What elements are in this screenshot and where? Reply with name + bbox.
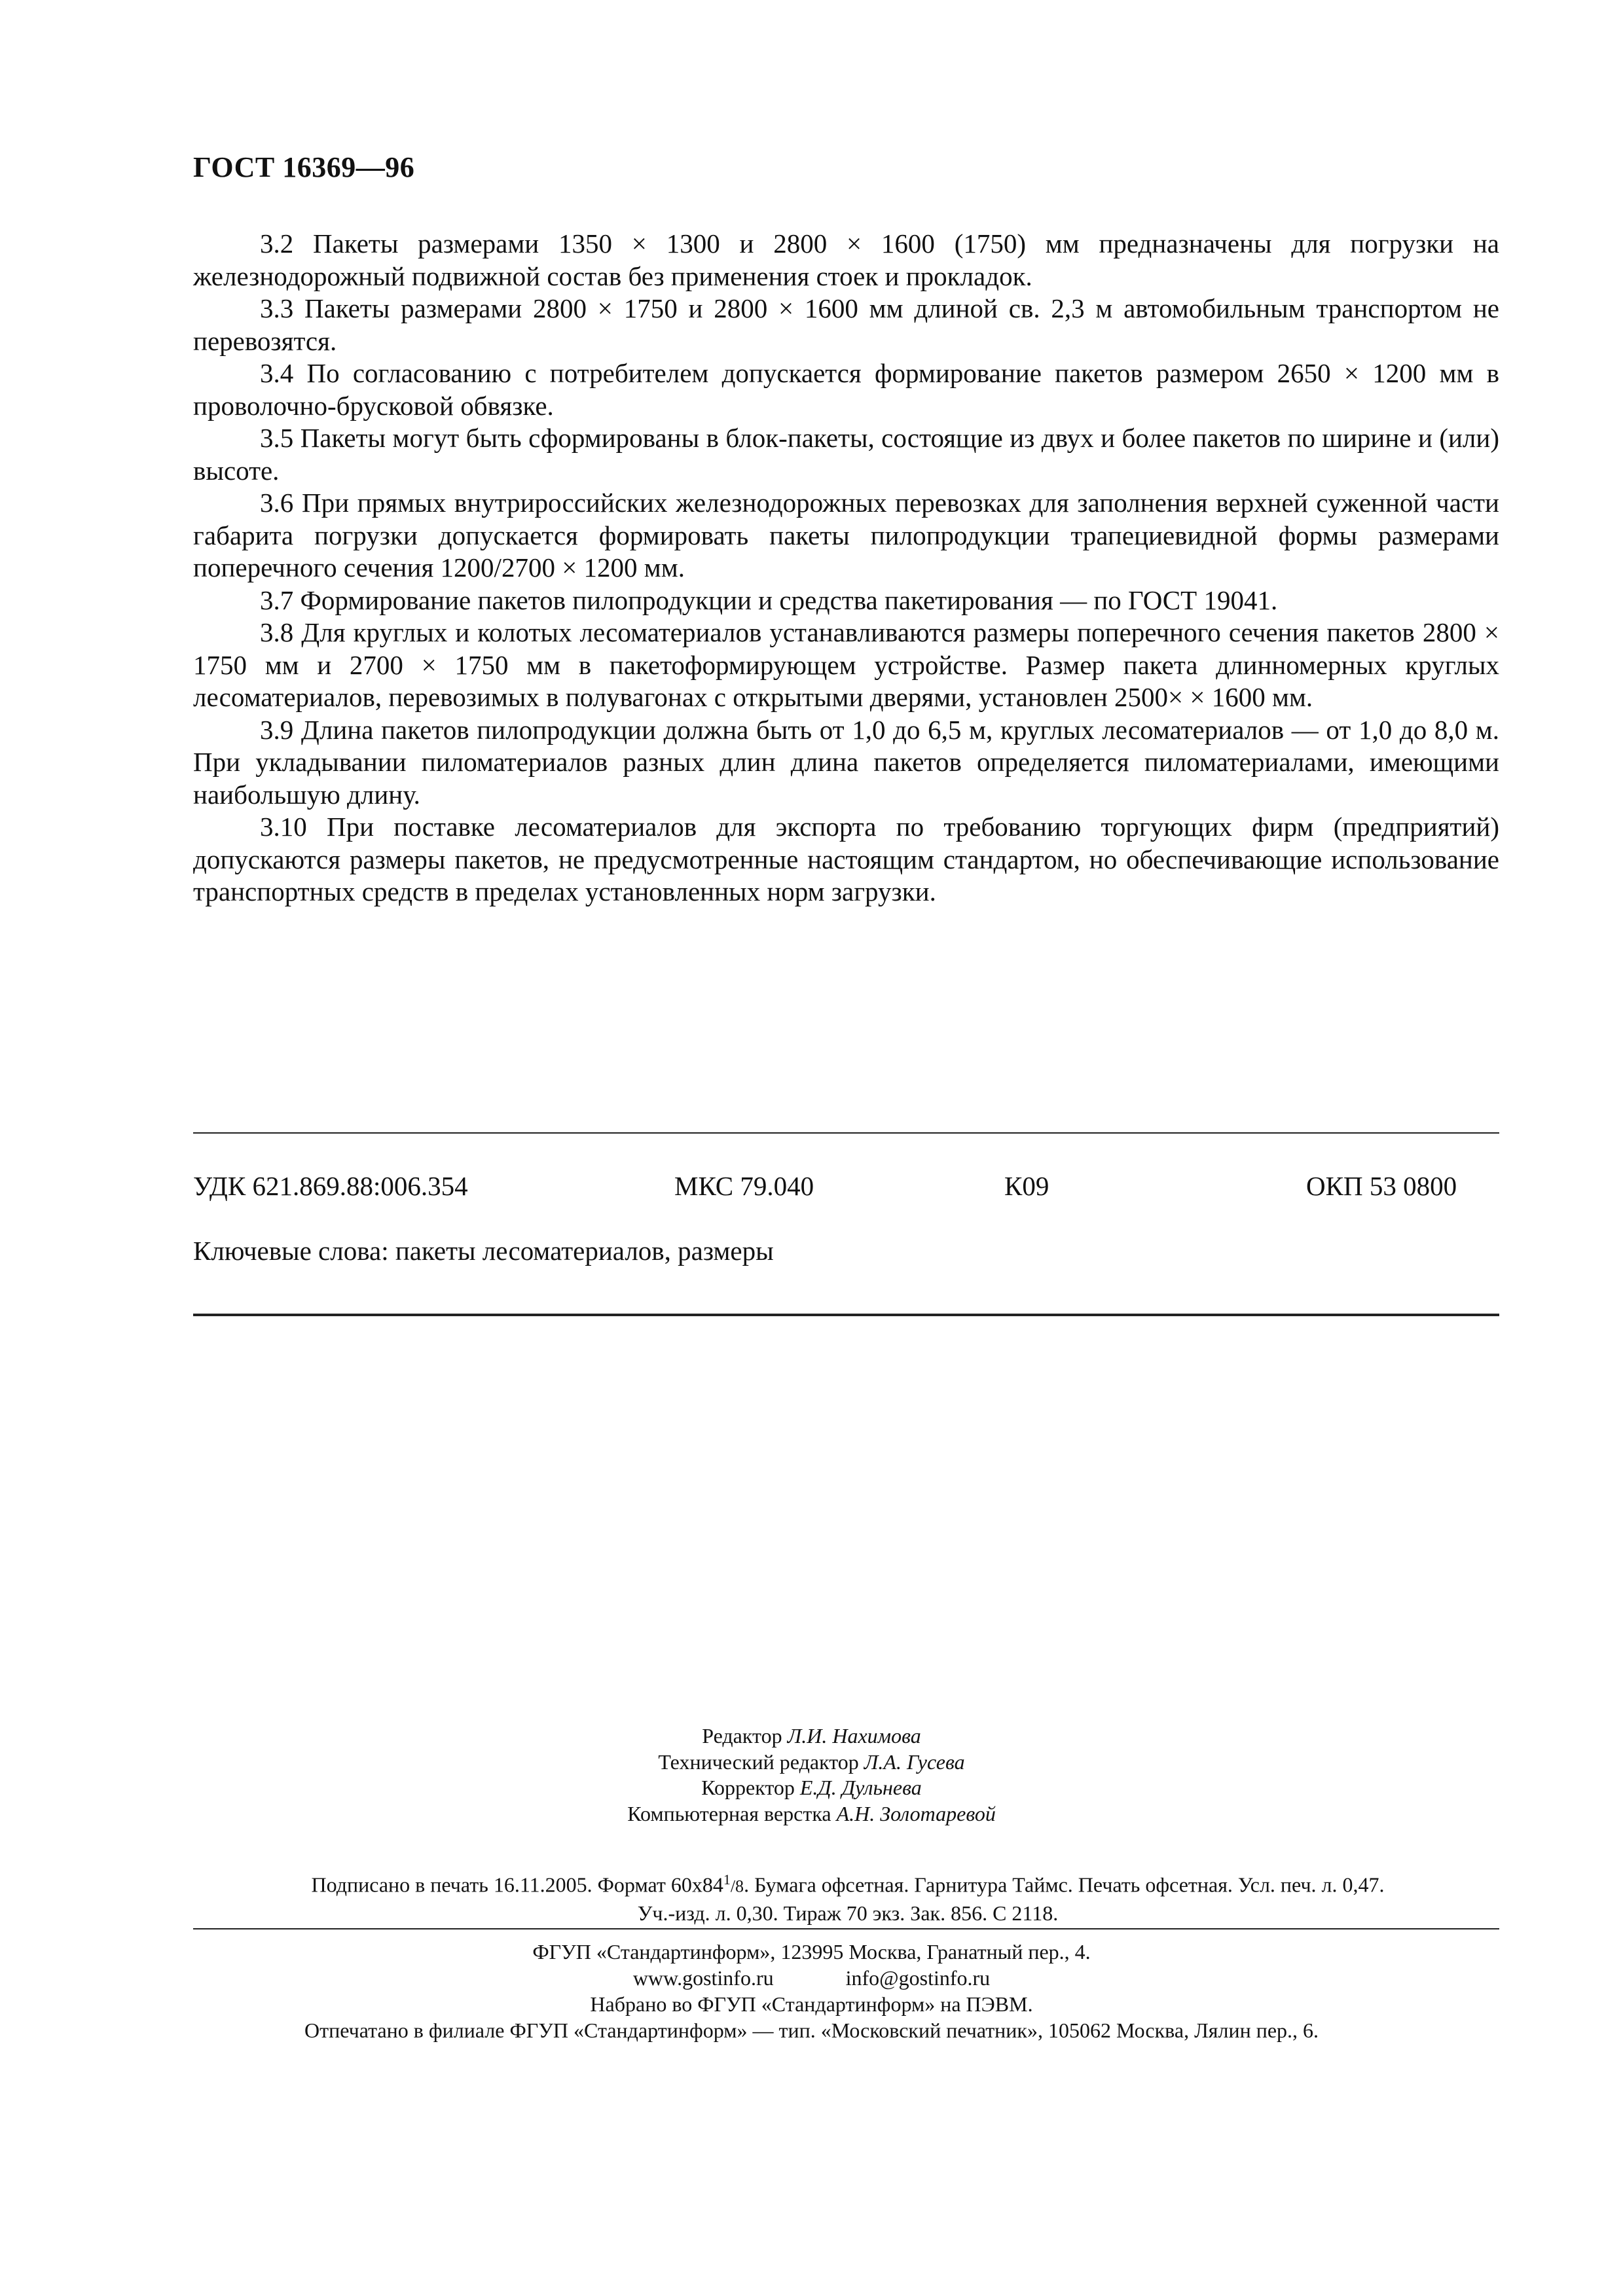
paragraph-3-6: 3.6 При прямых внутрироссийских железнодорожных перевозках для заполнения верхней суженной части габарита погрузки допускается формировать пакеты пилопродукции трапециевидной формы размерами поперечного сечения 1200/2700 × 1200 мм. — [193, 488, 1499, 583]
typeset-note: Набрано во ФГУП «Стандартинформ» на ПЭВМ. — [590, 1992, 1033, 2016]
paragraph-3-4: 3.4 По согласованию с потребителем допускается формирование пакетов размером 2650 × 1200 мм в проволочно-брусковой обвязке. — [193, 358, 1499, 421]
divider-top — [193, 1132, 1499, 1134]
paragraph-3-9: 3.9 Длина пакетов пилопродукции должна быть от 1,0 до 6,5 м, круглых лесоматериалов — от 1,0 до 8,0 м. При укладывании пиломатериалов разных длин длина пакетов определяется пиломатериалами, имеющими наибольшую длину. — [193, 714, 1499, 810]
paragraph-3-5: 3.5 Пакеты могут быть сформированы в блок-пакеты, состоящие из двух и более пакетов по ширине и (или) высоте. — [193, 423, 1499, 486]
print-details — [193, 1867, 1503, 1926]
paragraph-3-7: 3.7 Формирование пакетов пилопродукции и средства пакетирования — по ГОСТ 19041. — [260, 584, 1278, 615]
mks-code: МКС 79.040 — [674, 1171, 814, 1201]
category-code: К09 — [1004, 1171, 1049, 1201]
paragraph-3-2: 3.2 Пакеты размерами 1350 × 1300 и 2800 × 1600 (1750) мм предназначены для погрузки на железнодорожный подвижной состав без применения стоек и прокладок. — [193, 228, 1499, 291]
body-text — [193, 228, 1499, 908]
divider-bottom — [193, 1314, 1499, 1316]
standard-code-header: ГОСТ 16369—96 — [193, 151, 415, 183]
contacts — [0, 1965, 1623, 1991]
paragraph-3-10: 3.10 При поставке лесоматериалов для экспорта по требованию торгующих фирм (предприятий) допускаются размеры пакетов, не предусмотренные настоящим стандартом, но обеспечивающие использование транспортных средств в пределах установленных норм загрузки. — [193, 812, 1499, 906]
format-fraction-denominator: /8 — [730, 1876, 744, 1896]
okp-code: ОКП 53 0800 — [1306, 1171, 1457, 1201]
email-link: info@gostinfo.ru — [845, 1966, 991, 1990]
paragraph-3-3: 3.3 Пакеты размерами 2800 × 1750 и 2800 × 1600 мм длиной св. 2,3 м автомобильным транспортом не перевозятся. — [193, 293, 1499, 356]
divider-imprint — [193, 1928, 1499, 1929]
editorial-credits — [0, 1723, 1623, 1827]
udk-code: УДК 621.869.88:006.354 — [193, 1171, 468, 1201]
keywords: Ключевые слова: пакеты лесоматериалов, размеры — [193, 1236, 774, 1266]
format-fraction-numerator: 1 — [723, 1871, 731, 1888]
imprint — [0, 1939, 1623, 2043]
credit-layout: Компьютерная верстка А.Н. Золотаревой — [627, 1801, 996, 1825]
credit-editor: Редактор Л.И. Нахимова — [702, 1724, 921, 1748]
publisher-address: ФГУП «Стандартинформ», 123995 Москва, Гранатный пер., 4. — [532, 1940, 1091, 1964]
paragraph-3-8: 3.8 Для круглых и колотых лесоматериалов устанавливаются размеры поперечного сечения пакетов 2800 × 1750 мм и 2700 × 1750 мм в пакетоформирующем устройстве. Размер пакета длинномерных круглых лесоматериалов, перевозимых в полувагонах с открытыми дверями, установлен 2500× × 1600 мм. — [193, 617, 1499, 712]
credit-proofreader: Корректор Е.Д. Дульнева — [701, 1776, 922, 1799]
credit-tech-editor: Технический редактор Л.А. Гусева — [658, 1749, 965, 1774]
printed-note: Отпечатано в филиале ФГУП «Стандартинформ» — тип. «Московский печатник», 105062 Москва, Лялин пер., 6. — [304, 2018, 1319, 2042]
print-details-line-1: Подписано в печать 16.11.2005. Формат $60x84^1/8$. Бумага офсетная. Гарнитура Таймс. Печать офсетная. Усл. печ. л. 0,47. — [311, 1871, 1385, 1897]
print-details-line-2: Уч.-изд. л. 0,30. Тираж 70 экз. Зак. 856. С 2118. — [637, 1901, 1059, 1925]
website-link: www.gostinfo.ru — [632, 1966, 774, 1990]
